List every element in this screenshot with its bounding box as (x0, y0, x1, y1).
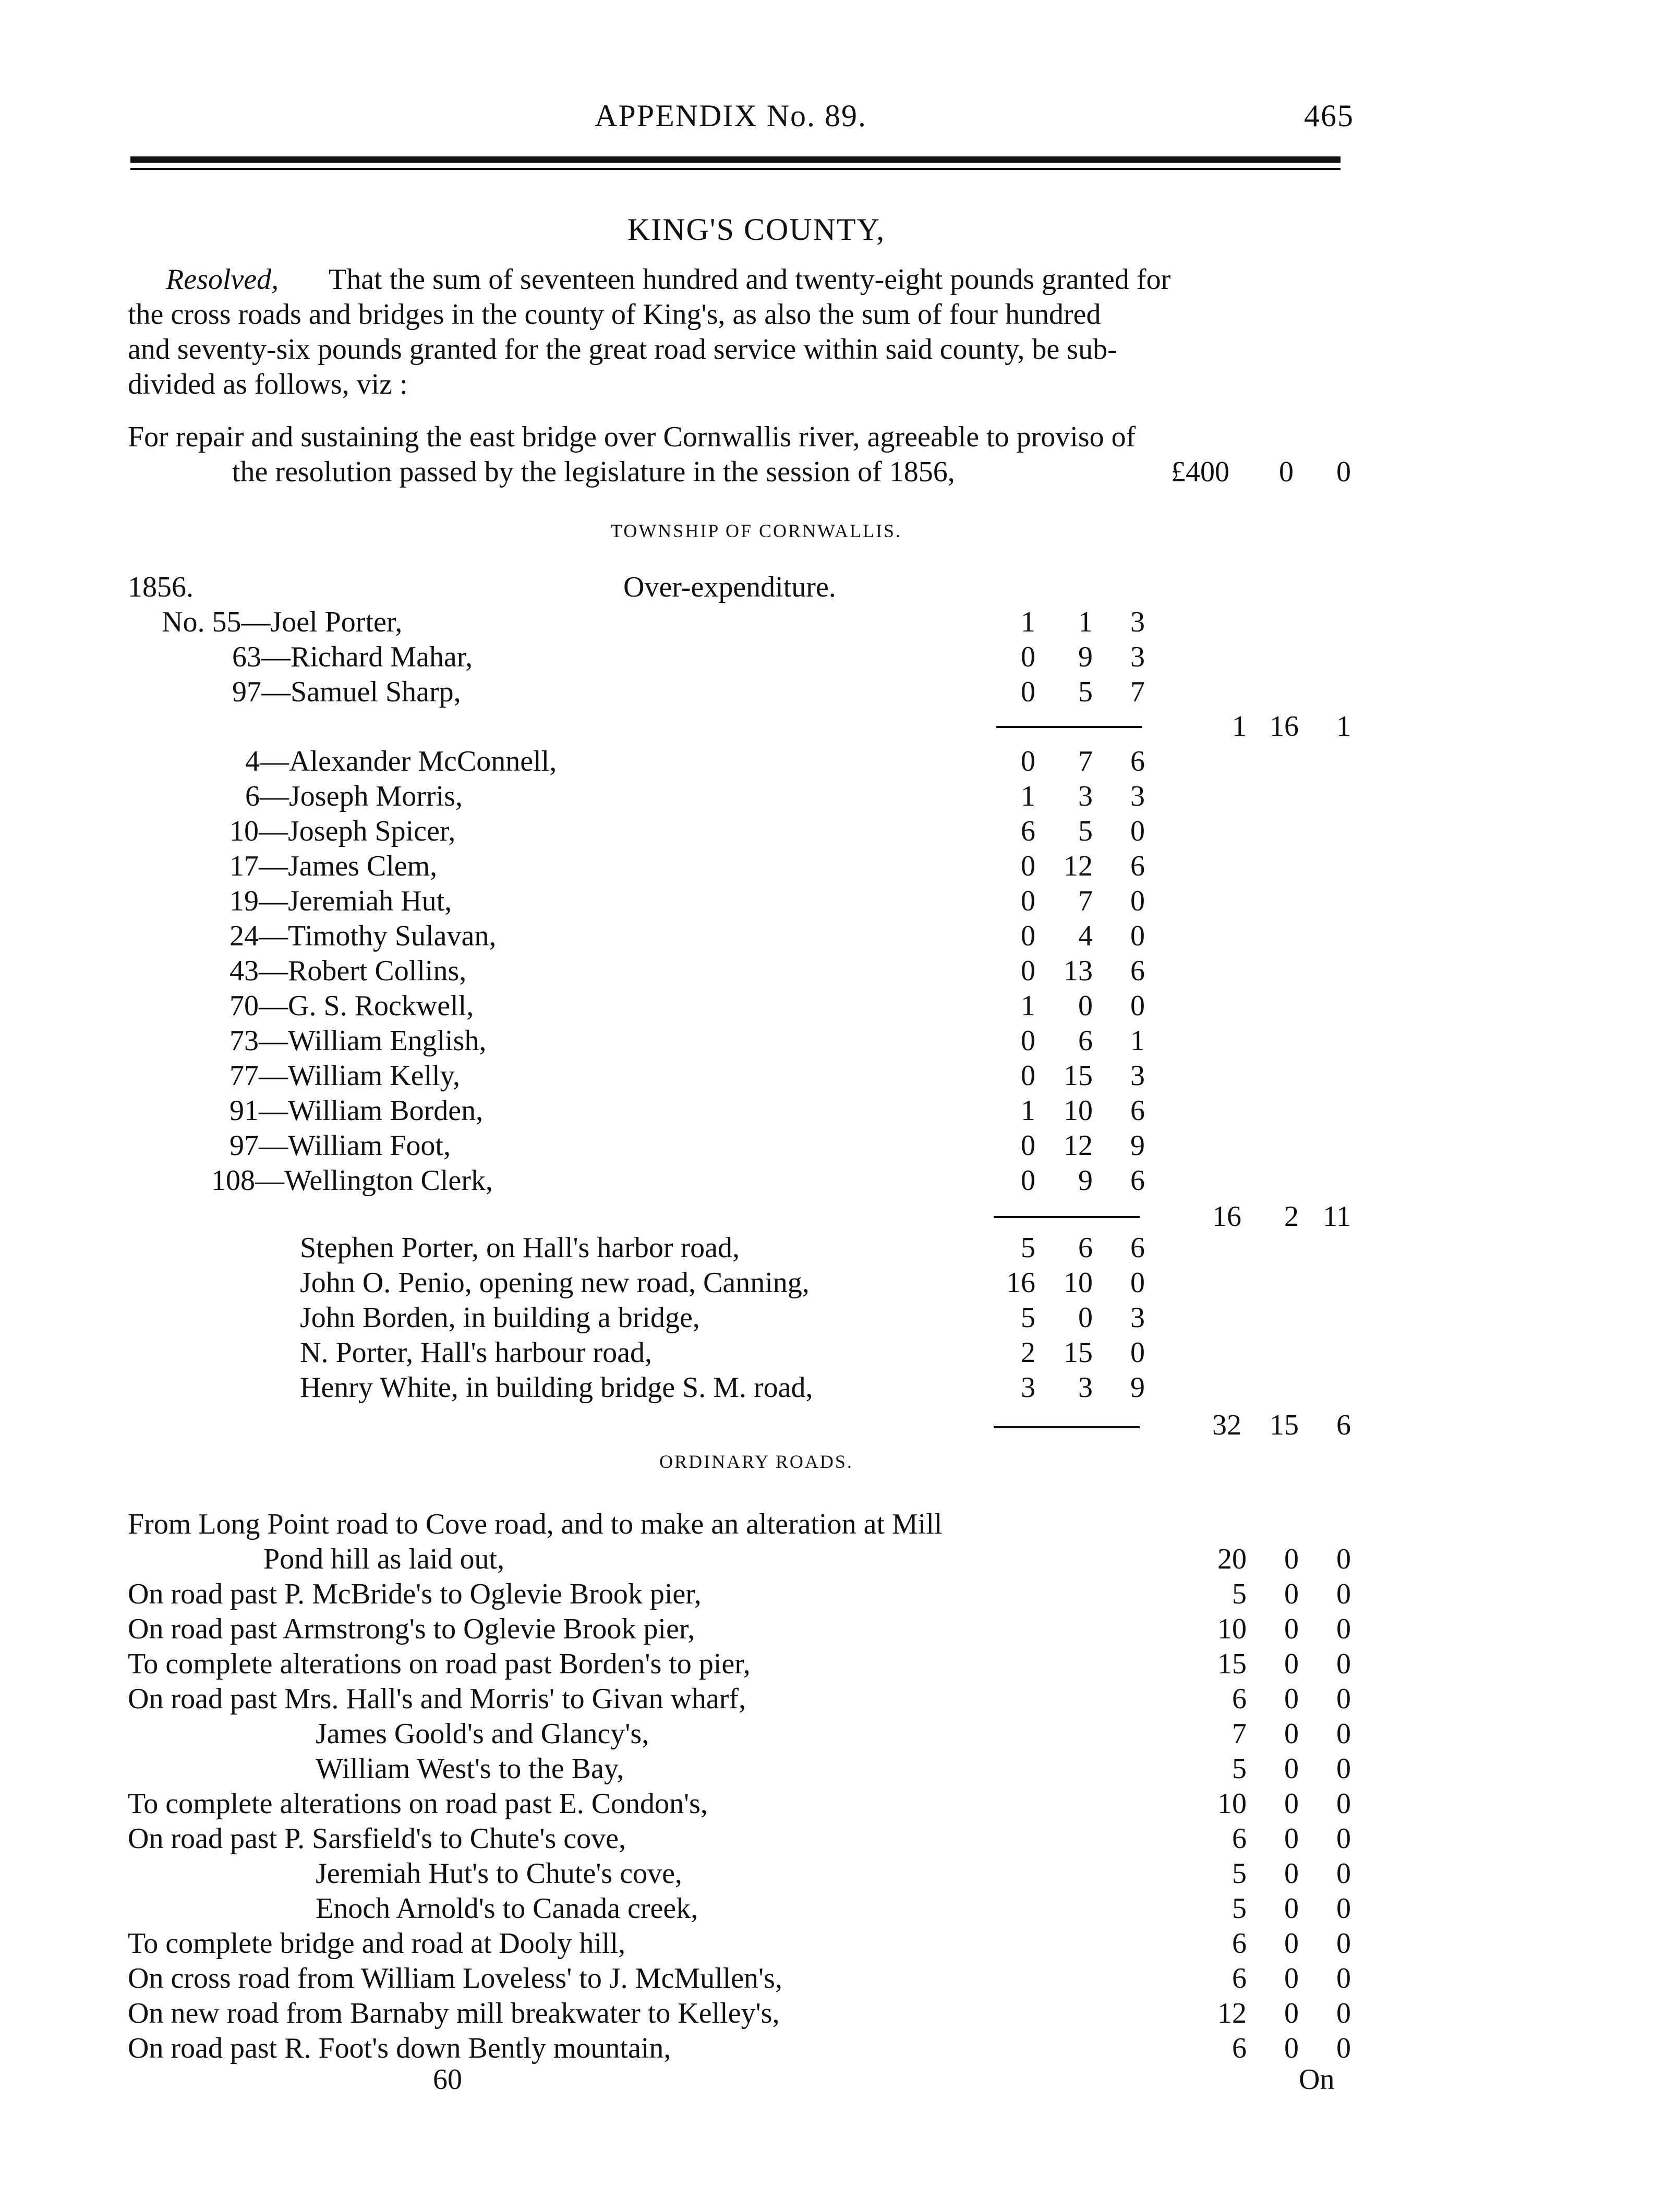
shillings-value: 15 (1064, 1060, 1093, 1092)
east-bridge-line-2: the resolution passed by the legislature in the session of 1856, (232, 456, 955, 488)
subtotal-3-pence: 6 (1336, 1409, 1351, 1441)
pence-value: 0 (1130, 920, 1145, 952)
pounds-value: 12 (1217, 1997, 1247, 2029)
list-item: 97—Samuel Sharp, (232, 676, 461, 708)
pounds-value: 6 (1232, 1683, 1247, 1715)
pounds-value: 6 (1021, 815, 1035, 847)
resolution-lead: Resolved, (166, 263, 279, 296)
page-number: 465 (1304, 99, 1354, 133)
pence-value: 9 (1130, 1371, 1145, 1404)
pence-value: 0 (1336, 1578, 1351, 1610)
list-item: 70—G. S. Rockwell, (230, 990, 474, 1022)
pounds-value: 0 (1021, 1164, 1035, 1197)
shillings-value: 10 (1064, 1267, 1093, 1299)
shillings-value: 0 (1078, 1302, 1093, 1334)
list-item: To complete alterations on road past E. Condon's, (128, 1788, 708, 1820)
shillings-value: 10 (1064, 1095, 1093, 1127)
pence-value: 9 (1130, 1129, 1145, 1162)
subtotal-2-pence: 11 (1323, 1200, 1351, 1233)
east-bridge-amount: £400 (1171, 456, 1229, 488)
list-item: N. Porter, Hall's harbour road, (300, 1336, 653, 1369)
list-item: 17—James Clem, (230, 850, 438, 882)
shillings-value: 15 (1064, 1336, 1093, 1369)
list-item: 63—Richard Mahar, (232, 641, 473, 673)
pence-value: 0 (1336, 1648, 1351, 1680)
east-bridge-line-1: For repair and sustaining the east bridge over Cornwallis river, agreeable to proviso of (128, 421, 1136, 453)
subtotal-2-shillings: 2 (1284, 1200, 1299, 1233)
subtotal-1-pence: 1 (1336, 710, 1351, 743)
list-item: 108—Wellington Clerk, (211, 1164, 493, 1197)
list-item: 73—William English, (230, 1025, 487, 1057)
shillings-value: 7 (1078, 745, 1093, 777)
pence-value: 3 (1130, 641, 1145, 673)
pence-value: 0 (1336, 1683, 1351, 1715)
pence-value: 0 (1336, 1997, 1351, 2029)
shillings-value: 1 (1078, 606, 1093, 638)
pounds-value: 5 (1021, 1302, 1035, 1334)
pence-value: 0 (1336, 1718, 1351, 1750)
signature-mark: 60 (433, 2063, 462, 2096)
subtotal-3-pounds: 32 (1212, 1409, 1241, 1441)
pounds-value: 1 (1021, 990, 1035, 1022)
pounds-value: 0 (1021, 955, 1035, 987)
pence-value: 0 (1336, 1788, 1351, 1820)
pounds-value: 10 (1217, 1613, 1247, 1645)
resolution-line-1: That the sum of seventeen hundred and twenty-eight pounds granted for (329, 263, 1171, 296)
pence-value: 3 (1130, 1302, 1145, 1334)
list-item: 43—Robert Collins, (230, 955, 467, 987)
pence-value: 7 (1130, 676, 1145, 708)
road-first-line-2: Pond hill as laid out, (263, 1543, 504, 1575)
shillings-value: 0 (1284, 1683, 1299, 1715)
shillings-value: 12 (1064, 850, 1093, 882)
list-item: 19—Jeremiah Hut, (230, 885, 452, 917)
pence-value: 6 (1130, 850, 1145, 882)
pounds-value: 0 (1021, 676, 1035, 708)
shillings-value: 0 (1284, 1997, 1299, 2029)
pounds-value: 5 (1232, 1578, 1247, 1610)
list-item: To complete alterations on road past Borden's to pier, (128, 1648, 751, 1680)
pounds-value: 6 (1232, 1822, 1247, 1855)
shillings-value: 0 (1284, 1962, 1299, 1995)
pence-value: 0 (1130, 1336, 1145, 1369)
pence-value: 0 (1336, 2032, 1351, 2064)
shillings-value: 0 (1284, 1857, 1299, 1890)
resolution-line-4: divided as follows, viz : (128, 368, 408, 400)
pounds-value: 6 (1232, 2032, 1247, 2064)
shillings-value: 0 (1284, 1578, 1299, 1610)
sum-rule-2 (994, 1216, 1140, 1218)
pounds-value: 1 (1021, 1095, 1035, 1127)
header-rule-thin (130, 168, 1341, 170)
list-item: William West's to the Bay, (316, 1753, 624, 1785)
over-expenditure-heading: Over-expenditure. (623, 571, 836, 603)
subtotal-1-shillings: 16 (1270, 710, 1299, 743)
list-item: 10—Joseph Spicer, (230, 815, 456, 847)
year-label: 1856. (128, 571, 194, 603)
header-rule-thick (130, 156, 1341, 163)
pounds-value: 0 (1021, 745, 1035, 777)
list-item: On road past P. McBride's to Oglevie Brook pier, (128, 1578, 702, 1610)
pounds-value: 0 (1021, 1025, 1035, 1057)
shillings-value: 0 (1284, 1613, 1299, 1645)
pence-value: 0 (1336, 1613, 1351, 1645)
shillings-value: 0 (1284, 1648, 1299, 1680)
list-item: On new road from Barnaby mill breakwater to Kelley's, (128, 1997, 780, 2029)
ordinary-roads-heading: ORDINARY ROADS. (659, 1451, 853, 1472)
pence-value: 3 (1130, 1060, 1145, 1092)
pounds-value: 3 (1021, 1371, 1035, 1404)
list-item: 4—Alexander McConnell, (245, 745, 557, 777)
pence-value: 0 (1336, 1927, 1351, 1960)
pounds-value: 0 (1021, 850, 1035, 882)
shillings-value: 7 (1078, 885, 1093, 917)
shillings-value: 12 (1064, 1129, 1093, 1162)
pence-value: 6 (1130, 1232, 1145, 1264)
pence-value: 6 (1130, 1164, 1145, 1197)
subtotal-2-pounds: 16 (1212, 1200, 1241, 1233)
pence-value: 0 (1336, 1543, 1351, 1575)
list-item: Jeremiah Hut's to Chute's cove, (316, 1857, 682, 1890)
pence-value: 6 (1130, 955, 1145, 987)
pounds-value: 7 (1232, 1718, 1247, 1750)
pounds-value: 16 (1006, 1267, 1035, 1299)
list-item: On road past R. Foot's down Bently mountain, (128, 2032, 671, 2064)
shillings-value: 0 (1284, 1822, 1299, 1855)
shillings-value: 6 (1078, 1025, 1093, 1057)
pounds-value: 6 (1232, 1962, 1247, 1995)
shillings-value: 0 (1078, 990, 1093, 1022)
shillings-value: 4 (1078, 920, 1093, 952)
section-title: KING'S COUNTY, (627, 212, 886, 247)
pounds-value: 0 (1021, 1129, 1035, 1162)
pounds-value: 5 (1021, 1232, 1035, 1264)
list-item: No. 55—Joel Porter, (162, 606, 403, 638)
pounds-value: 0 (1021, 885, 1035, 917)
east-bridge-pence: 0 (1336, 456, 1351, 488)
list-item: Stephen Porter, on Hall's harbor road, (300, 1232, 740, 1264)
road-first-line-1: From Long Point road to Cove road, and to make an alteration at Mill (128, 1508, 943, 1540)
pence-value: 0 (1336, 1857, 1351, 1890)
pence-value: 0 (1336, 1962, 1351, 1995)
shillings-value: 0 (1284, 1718, 1299, 1750)
list-item: To complete bridge and road at Dooly hill, (128, 1927, 626, 1960)
list-item: Henry White, in building bridge S. M. road, (300, 1371, 813, 1404)
pence-value: 6 (1130, 745, 1145, 777)
shillings-value: 9 (1078, 641, 1093, 673)
shillings-value: 0 (1284, 2032, 1299, 2064)
pounds-value: 1 (1021, 780, 1035, 812)
pence-value: 0 (1130, 1267, 1145, 1299)
list-item: 6—Joseph Morris, (245, 780, 463, 812)
sum-rule-1 (996, 726, 1142, 728)
pounds-value: 5 (1232, 1753, 1247, 1785)
pounds-value: 5 (1232, 1892, 1247, 1925)
pounds-value: 2 (1021, 1336, 1035, 1369)
list-item: On road past Mrs. Hall's and Morris' to Givan wharf, (128, 1683, 746, 1715)
resolution-line-3: and seventy-six pounds granted for the great road service within said county, be sub- (128, 333, 1117, 366)
pounds-value: 0 (1021, 641, 1035, 673)
pence-value: 3 (1130, 780, 1145, 812)
sum-rule-3 (994, 1426, 1140, 1428)
pence-value: 0 (1336, 1822, 1351, 1855)
pence-value: 0 (1336, 1892, 1351, 1925)
list-item: 77—William Kelly, (230, 1060, 461, 1092)
shillings-value: 3 (1078, 780, 1093, 812)
pence-value: 6 (1130, 1095, 1145, 1127)
township-heading: TOWNSHIP OF CORNWALLIS. (610, 520, 902, 541)
list-item: On road past Armstrong's to Oglevie Brook pier, (128, 1613, 695, 1645)
shillings-value: 9 (1078, 1164, 1093, 1197)
shillings-value: 0 (1284, 1753, 1299, 1785)
resolution-line-2: the cross roads and bridges in the county of King's, as also the sum of four hundred (128, 298, 1101, 331)
pounds-value: 20 (1217, 1543, 1247, 1575)
list-item: John Borden, in building a bridge, (300, 1302, 700, 1334)
pounds-value: 6 (1232, 1927, 1247, 1960)
pence-value: 0 (1336, 1753, 1351, 1785)
shillings-value: 0 (1284, 1788, 1299, 1820)
list-item: 97—William Foot, (230, 1129, 451, 1162)
pence-value: 0 (1130, 990, 1145, 1022)
pounds-value: 0 (1021, 920, 1035, 952)
catchword: On (1299, 2063, 1335, 2096)
pounds-value: 10 (1217, 1788, 1247, 1820)
list-item: 24—Timothy Sulavan, (230, 920, 497, 952)
subtotal-3-shillings: 15 (1270, 1409, 1299, 1441)
list-item: On cross road from William Loveless' to J. McMullen's, (128, 1962, 782, 1995)
shillings-value: 13 (1064, 955, 1093, 987)
shillings-value: 5 (1078, 815, 1093, 847)
pounds-value: 0 (1021, 1060, 1035, 1092)
shillings-value: 3 (1078, 1371, 1093, 1404)
list-item: On road past P. Sarsfield's to Chute's cove, (128, 1822, 626, 1855)
pounds-value: 1 (1021, 606, 1035, 638)
subtotal-1-pounds: 1 (1232, 710, 1247, 743)
shillings-value: 0 (1284, 1892, 1299, 1925)
pence-value: 0 (1130, 885, 1145, 917)
pence-value: 1 (1130, 1025, 1145, 1057)
list-item: 91—William Borden, (230, 1095, 484, 1127)
pence-value: 3 (1130, 606, 1145, 638)
pounds-value: 5 (1232, 1857, 1247, 1890)
shillings-value: 5 (1078, 676, 1093, 708)
list-item: John O. Penio, opening new road, Canning, (300, 1267, 810, 1299)
pounds-value: 15 (1217, 1648, 1247, 1680)
shillings-value: 6 (1078, 1232, 1093, 1264)
east-bridge-shillings: 0 (1279, 456, 1294, 488)
list-item: Enoch Arnold's to Canada creek, (316, 1892, 698, 1925)
shillings-value: 0 (1284, 1927, 1299, 1960)
list-item: James Goold's and Glancy's, (316, 1718, 649, 1750)
shillings-value: 0 (1284, 1543, 1299, 1575)
pence-value: 0 (1130, 815, 1145, 847)
running-title: APPENDIX No. 89. (595, 99, 867, 133)
